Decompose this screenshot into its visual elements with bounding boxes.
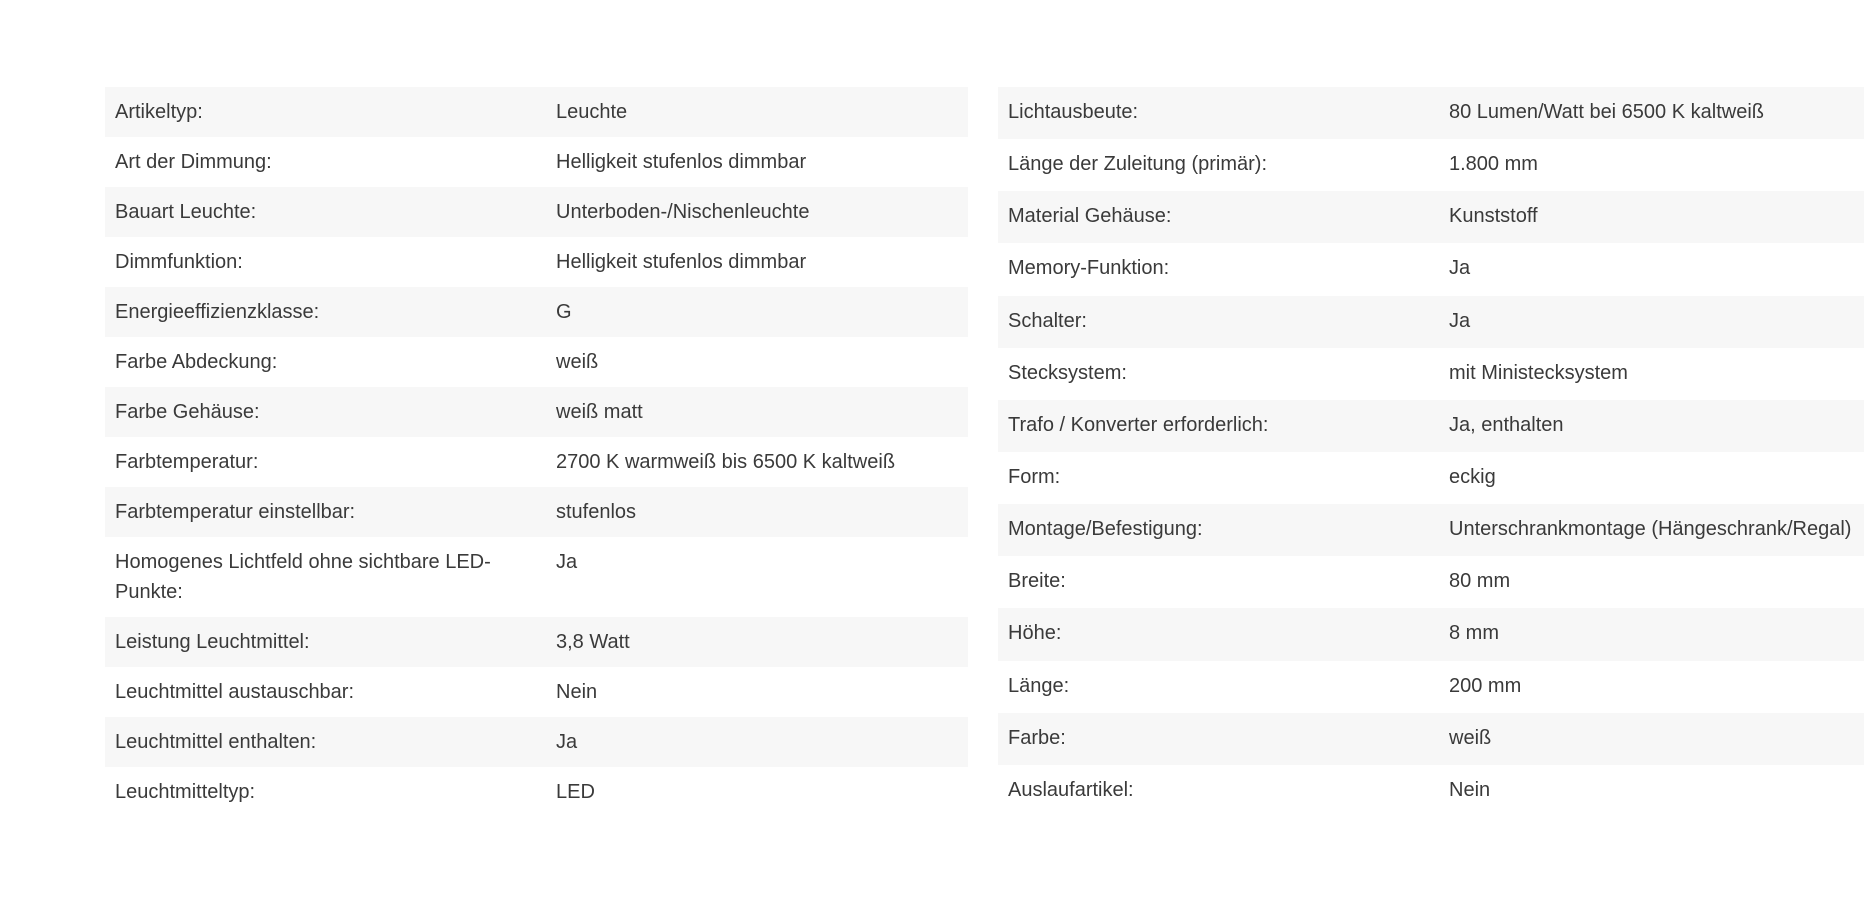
spec-label: Bauart Leuchte: [115,201,257,223]
spec-row [105,437,968,487]
specs-table-right [998,87,1864,817]
spec-label: Leuchtmitteltyp: [115,781,256,803]
spec-value: Ja [1449,257,1471,280]
spec-label: Trafo / Konverter erforderlich: [1008,413,1269,436]
spec-value: weiß [556,351,599,373]
spec-label: Energieeffizienzklasse: [115,301,320,323]
spec-label: Memory-Funktion: [1008,257,1170,280]
spec-row [105,487,968,537]
spec-value: Ja [556,551,578,573]
spec-label: Farbe Abdeckung: [115,351,278,373]
spec-value: 1.800 mm [1449,153,1538,176]
spec-label: Farbtemperatur: [115,451,259,473]
spec-label: Lichtausbeute: [1008,101,1139,123]
spec-row [105,717,968,767]
spec-value: Leuchte [556,101,628,123]
spec-label: Dimmfunktion: [115,251,243,273]
spec-row [105,537,968,617]
spec-label: Farbe Gehäuse: [115,401,260,423]
spec-row [998,504,1864,556]
spec-value: stufenlos [556,501,637,523]
spec-value: Ja [556,731,578,753]
spec-row [998,765,1864,817]
spec-value: 2700 K warmweiß bis 6500 K kaltweiß [556,451,896,473]
spec-row [105,337,968,387]
spec-value: Unterboden-/Nischenleuchte [556,201,810,223]
spec-label: Leistung Leuchtmittel: [115,631,310,653]
spec-row [998,296,1864,348]
spec-row [998,139,1864,191]
spec-label: Höhe: [1008,622,1062,645]
spec-row [105,237,968,287]
specs-table-left [105,87,968,817]
spec-label: Stecksystem: [1008,361,1127,384]
spec-value: mit Ministecksystem [1449,361,1628,384]
spec-value: Unterschrankmontage (Hängeschrank/Regal) [1449,518,1852,541]
spec-value: Ja, enthalten [1449,413,1564,436]
spec-value: Helligkeit stufenlos dimmbar [556,251,807,273]
spec-value: 8 mm [1449,622,1499,645]
spec-label: Länge der Zuleitung (primär): [1008,153,1268,176]
spec-row [998,87,1864,139]
product-specifications [105,87,1869,817]
spec-row [998,556,1864,608]
spec-value: G [556,301,572,323]
spec-value: Nein [556,681,598,703]
spec-row [105,767,968,817]
spec-label: Leuchtmittel enthalten: [115,731,317,753]
spec-label: Art der Dimmung: [115,151,272,173]
spec-label: Auslaufartikel: [1008,778,1134,801]
spec-row [998,191,1864,243]
spec-label: Form: [1008,465,1061,488]
spec-value: weiß matt [556,401,643,423]
spec-label: Material Gehäuse: [1008,205,1172,228]
spec-row [105,287,968,337]
spec-label: Farbe: [1008,726,1066,749]
spec-value: Helligkeit stufenlos dimmbar [556,151,807,173]
spec-value: 3,8 Watt [556,631,630,653]
spec-value: Kunststoff [1449,205,1538,228]
spec-label: Farbtemperatur einstellbar: [115,501,356,523]
spec-row [998,661,1864,713]
spec-row [105,187,968,237]
spec-value: Ja [1449,309,1471,332]
spec-row [105,617,968,667]
spec-value: weiß [1449,726,1492,749]
spec-row [105,667,968,717]
spec-row [105,137,968,187]
spec-row [998,400,1864,452]
spec-value: eckig [1449,465,1496,488]
spec-label: Länge: [1008,674,1070,697]
spec-value: 80 mm [1449,570,1511,593]
spec-row [998,608,1864,660]
spec-row [998,713,1864,765]
spec-label: Breite: [1008,570,1066,593]
spec-value: 200 mm [1449,674,1522,697]
spec-row [998,348,1864,400]
spec-row [105,387,968,437]
spec-value: Nein [1449,778,1491,801]
spec-value: LED [556,781,595,803]
spec-row [998,452,1864,504]
spec-row [998,243,1864,295]
spec-label: Homogenes Lichtfeld ohne sichtbare LED-Punkte: [115,551,491,603]
spec-label: Schalter: [1008,309,1087,332]
spec-row [105,87,968,137]
spec-value: 80 Lumen/Watt bei 6500 K kaltweiß [1449,101,1764,123]
spec-label: Artikeltyp: [115,101,203,123]
spec-label: Leuchtmittel austauschbar: [115,681,355,703]
spec-label: Montage/Befestigung: [1008,518,1203,541]
